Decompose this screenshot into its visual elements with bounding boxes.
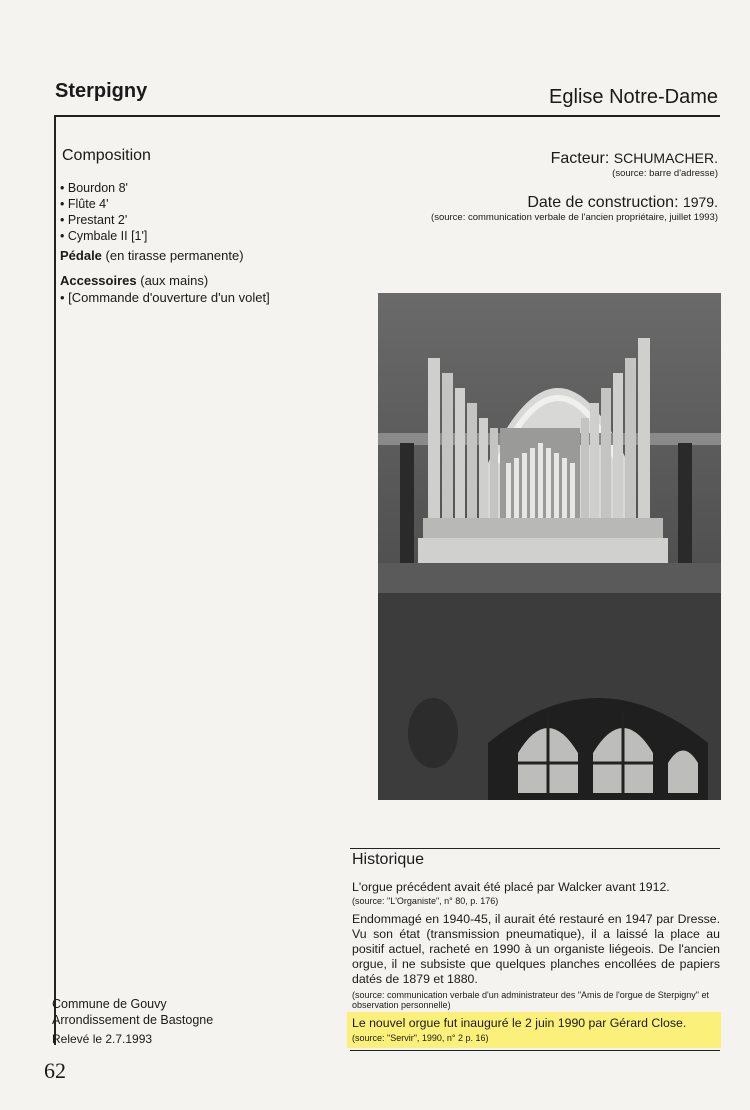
arrondissement-name: Arrondissement de Bastogne bbox=[52, 1013, 214, 1027]
historique-p1: L'orgue précédent avait été placé par Walcker avant 1912. bbox=[352, 880, 670, 894]
historique-source-2: (source: communication verbale d'un administrateur des "Amis de l'orgue de Sterpigny" et observation personnelle) bbox=[352, 990, 710, 1010]
historique-source-1: (source: "L'Organiste", n° 80, p. 176) bbox=[352, 896, 499, 906]
pedale-line bbox=[60, 248, 244, 263]
pedale-text: (en tirasse permanente) bbox=[101, 248, 244, 263]
facteur-label: Facteur: bbox=[550, 150, 614, 167]
historique-source-3: (source: "Servir", 1990, n° 2 p. 16) bbox=[352, 1033, 489, 1043]
header-rule bbox=[55, 115, 720, 117]
facteur-block bbox=[551, 150, 718, 179]
accessoires-text: (aux mains) bbox=[136, 273, 209, 288]
village-title: Sterpigny bbox=[55, 80, 148, 102]
date-value: 1979. bbox=[682, 194, 718, 210]
pedale-label: Pédale bbox=[60, 248, 102, 263]
stop-item: • Flûte 4' bbox=[60, 196, 147, 212]
stop-item: • Cymbale II [1'] bbox=[60, 228, 147, 244]
releve-date: Relevé le 2.7.1993 bbox=[52, 1032, 153, 1046]
organ-photo bbox=[378, 293, 721, 800]
facteur-source: (source: barre d'adresse) bbox=[612, 168, 718, 179]
date-block bbox=[431, 194, 718, 223]
church-title: Eglise Notre-Dame bbox=[549, 86, 718, 108]
accessoires-label: Accessoires bbox=[60, 273, 137, 288]
historique-rule bbox=[350, 848, 720, 849]
left-rule bbox=[54, 115, 56, 1045]
facteur-value: SCHUMACHER. bbox=[613, 150, 718, 166]
stop-list bbox=[60, 180, 147, 244]
date-source: (source: communication verbale de l'ancien propriétaire, juillet 1993) bbox=[431, 212, 718, 223]
date-label: Date de construction: bbox=[527, 194, 683, 211]
bottom-rule bbox=[350, 1050, 720, 1051]
historique-p2: Endommagé en 1940-45, il aurait été restauré en 1947 par Dresse. Vu son état (transmission pneumatique), il a laissé la place au positif actuel, racheté en 1990 à un organiste liégeois. De l'ancien orgue, il ne subsiste que quelques planches encollées de papiers datés de 1879 et 1880. bbox=[352, 912, 720, 986]
stop-item: • Bourdon 8' bbox=[60, 180, 147, 196]
organ-photo-drawing bbox=[378, 293, 721, 800]
accessoire-item: • [Commande d'ouverture d'un volet] bbox=[60, 290, 270, 305]
accessoires-line bbox=[60, 273, 208, 288]
stop-item: • Prestant 2' bbox=[60, 212, 147, 228]
composition-heading: Composition bbox=[62, 147, 151, 164]
commune-block bbox=[52, 996, 213, 1028]
page-number: 62 bbox=[44, 1058, 66, 1083]
historique-p3: Le nouvel orgue fut inauguré le 2 juin 1990 par Gérard Close. bbox=[352, 1016, 687, 1030]
historique-heading: Historique bbox=[352, 851, 425, 868]
commune-name: Commune de Gouvy bbox=[52, 997, 167, 1011]
